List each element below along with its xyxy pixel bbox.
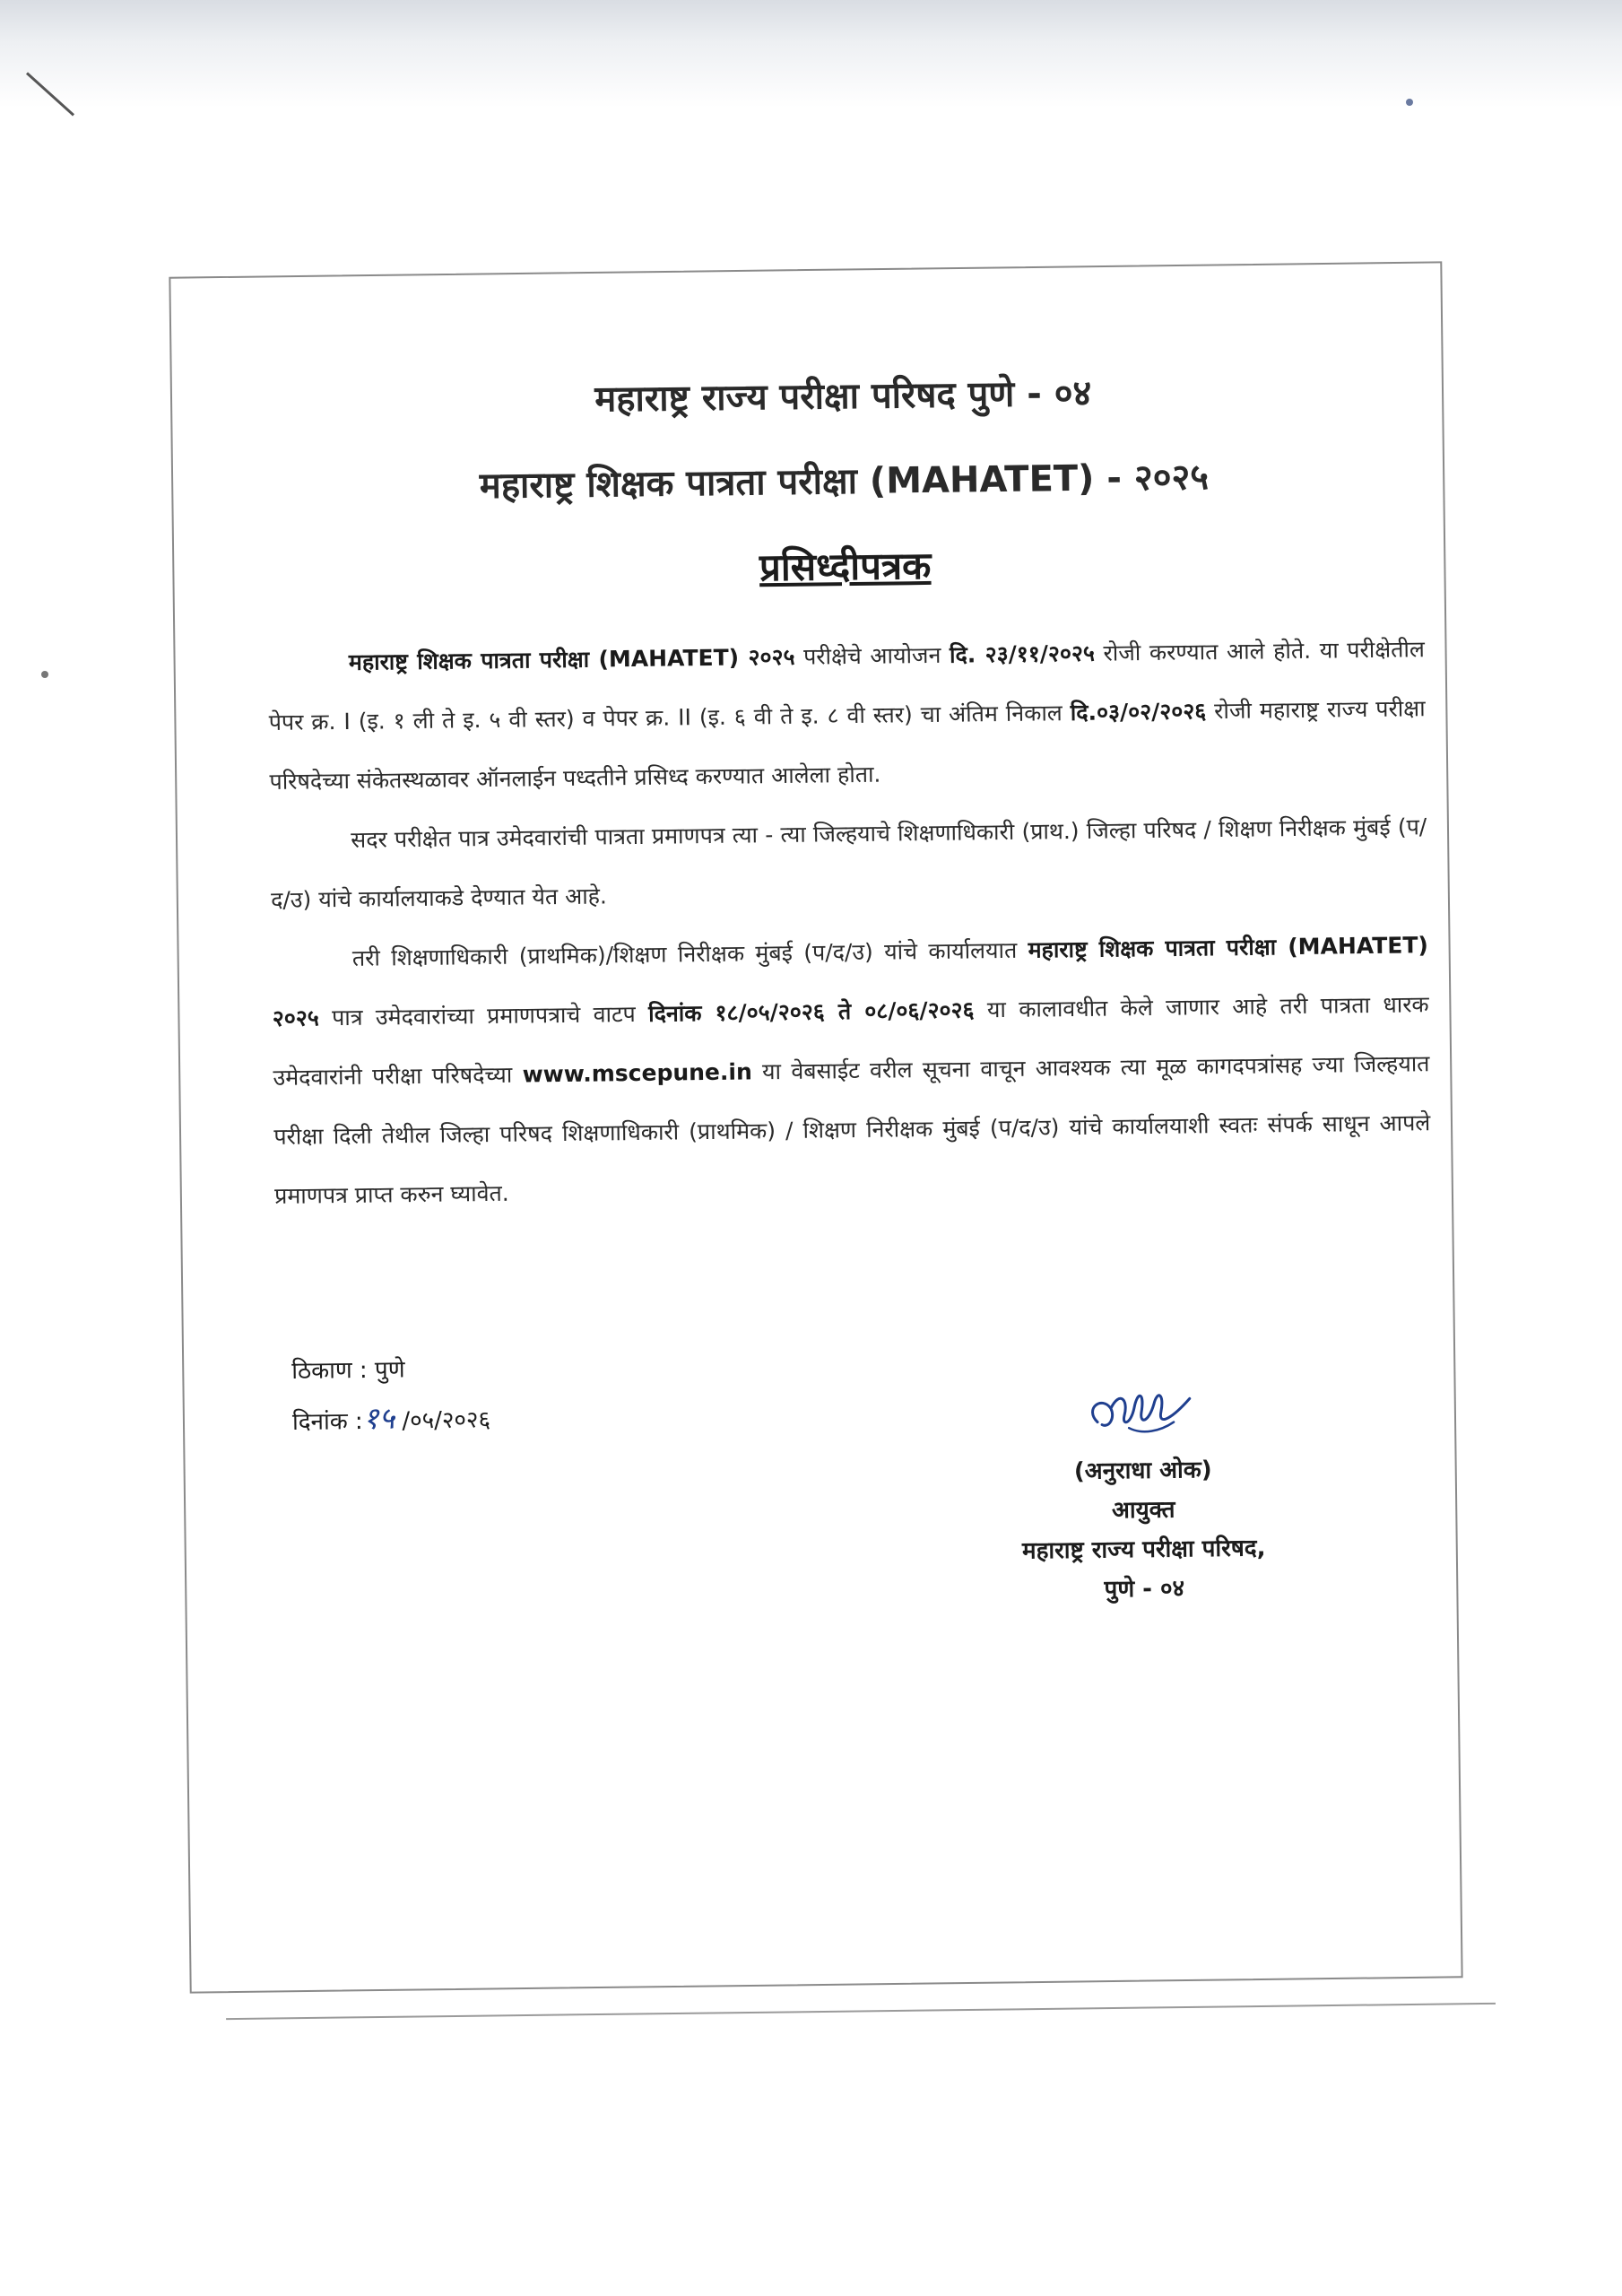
place-date-block xyxy=(291,1344,490,1447)
exam-date: दि. २३/११/२०२५ xyxy=(949,639,1096,668)
handwritten-day: १५ xyxy=(362,1400,395,1438)
paragraph-distribution: तरी शिक्षणाधिकारी (प्राथमिक)/शिक्षण निरीक्षक मुंबई (प/द/उ) यांचे कार्यालयात महाराष्ट्र शिक्षक पात्रता परीक्षा (MAHATET) २०२५ पात्र उमेदवारांच्या प्रमाणपत्राचे वाटप दिनांक १८/०५/२०२६ ते ०८/०६/२०२६ या कालावधीत केले जाणार आहे तरी पात्रता धारक उमेदवारांनी परीक्षा परिषदेच्या www.mscepune.in या वेबसाईट वरील सूचना वाचून आवश्यक त्या मूळ कागदपत्रांसह ज्या जिल्हयात परीक्षा दिली तेथील जिल्हा परिषद शिक्षणाधिकारी (प्राथमिक) / शिक्षण निरीक्षक मुंबई (प/द/उ) यांचे कार्यालयाशी स्वतः संपर्क साधून आपले प्रमाणपत्र प्राप्त करुन घ्यावेत. xyxy=(272,932,1431,1209)
office-title: महाराष्ट्र राज्य परीक्षा परिषद पुणे - ०४ xyxy=(594,372,1092,421)
scan-speck xyxy=(41,671,48,678)
signatory-organization: महाराष्ट्र राज्य परीक्षा परिषद, xyxy=(1021,1535,1266,1565)
distribution-dates: दिनांक १८/०५/२०२६ ते ०८/०६/२०२६ xyxy=(647,996,975,1027)
exam-title: महाराष्ट्र शिक्षक पात्रता परीक्षा (MAHATET) - २०२५ xyxy=(479,457,1210,508)
result-date: दि.०३/०२/२०२६ xyxy=(1070,698,1207,726)
scan-top-shade xyxy=(0,0,1622,108)
document-body xyxy=(265,362,1431,1226)
exam-name: महाराष्ट्र शिक्षक पात्रता परीक्षा (MAHATET) २०२५ xyxy=(348,643,795,675)
paragraph-certificate: सदर परीक्षेत पात्र उमेदवारांची पात्रता प्रमाणपत्र त्या - त्या जिल्हयाचे शिक्षणाधिकारी (प्राथ.) जिल्हा परिषद / शिक्षण निरीक्षक मुंबई (प/द/उ) यांचे कार्यालयाकडे देण्यात येत आहे. xyxy=(270,813,1427,913)
signature-mark xyxy=(1074,1371,1210,1445)
scan-speck xyxy=(1406,99,1413,106)
website-link: www.mscepune.in xyxy=(522,1058,752,1088)
date-line: दिनांक :१५ /०५/२०२६ xyxy=(291,1400,491,1438)
signature-block xyxy=(998,1370,1288,1611)
signatory-title: आयुक्त xyxy=(1111,1496,1175,1525)
signatory-name: (अनुराधा ओक) xyxy=(1073,1457,1212,1485)
press-release-heading: प्रसिध्दीपत्रक xyxy=(759,543,932,590)
paragraph-result: महाराष्ट्र शिक्षक पात्रता परीक्षा (MAHATET) २०२५ परीक्षेचे आयोजन दि. २३/११/२०२५ रोजी करण्यात आले होते. या परीक्षेतील पेपर क्र. I (इ. १ ली ते इ. ५ वी स्तर) व पेपर क्र. II (इ. ६ वी ते इ. ८ वी स्तर) चा अंतिम निकाल दि.०३/०२/२०२६ रोजी महाराष्ट्र राज्य परीक्षा परिषदेच्या संकेतस्थळावर ऑनलाईन पध्दतीने प्रसिध्द करण्यात आलेला होता. xyxy=(268,636,1426,795)
place-label: ठिकाण : पुणे xyxy=(291,1356,405,1385)
signatory-city: पुणे - ०४ xyxy=(1104,1575,1185,1604)
